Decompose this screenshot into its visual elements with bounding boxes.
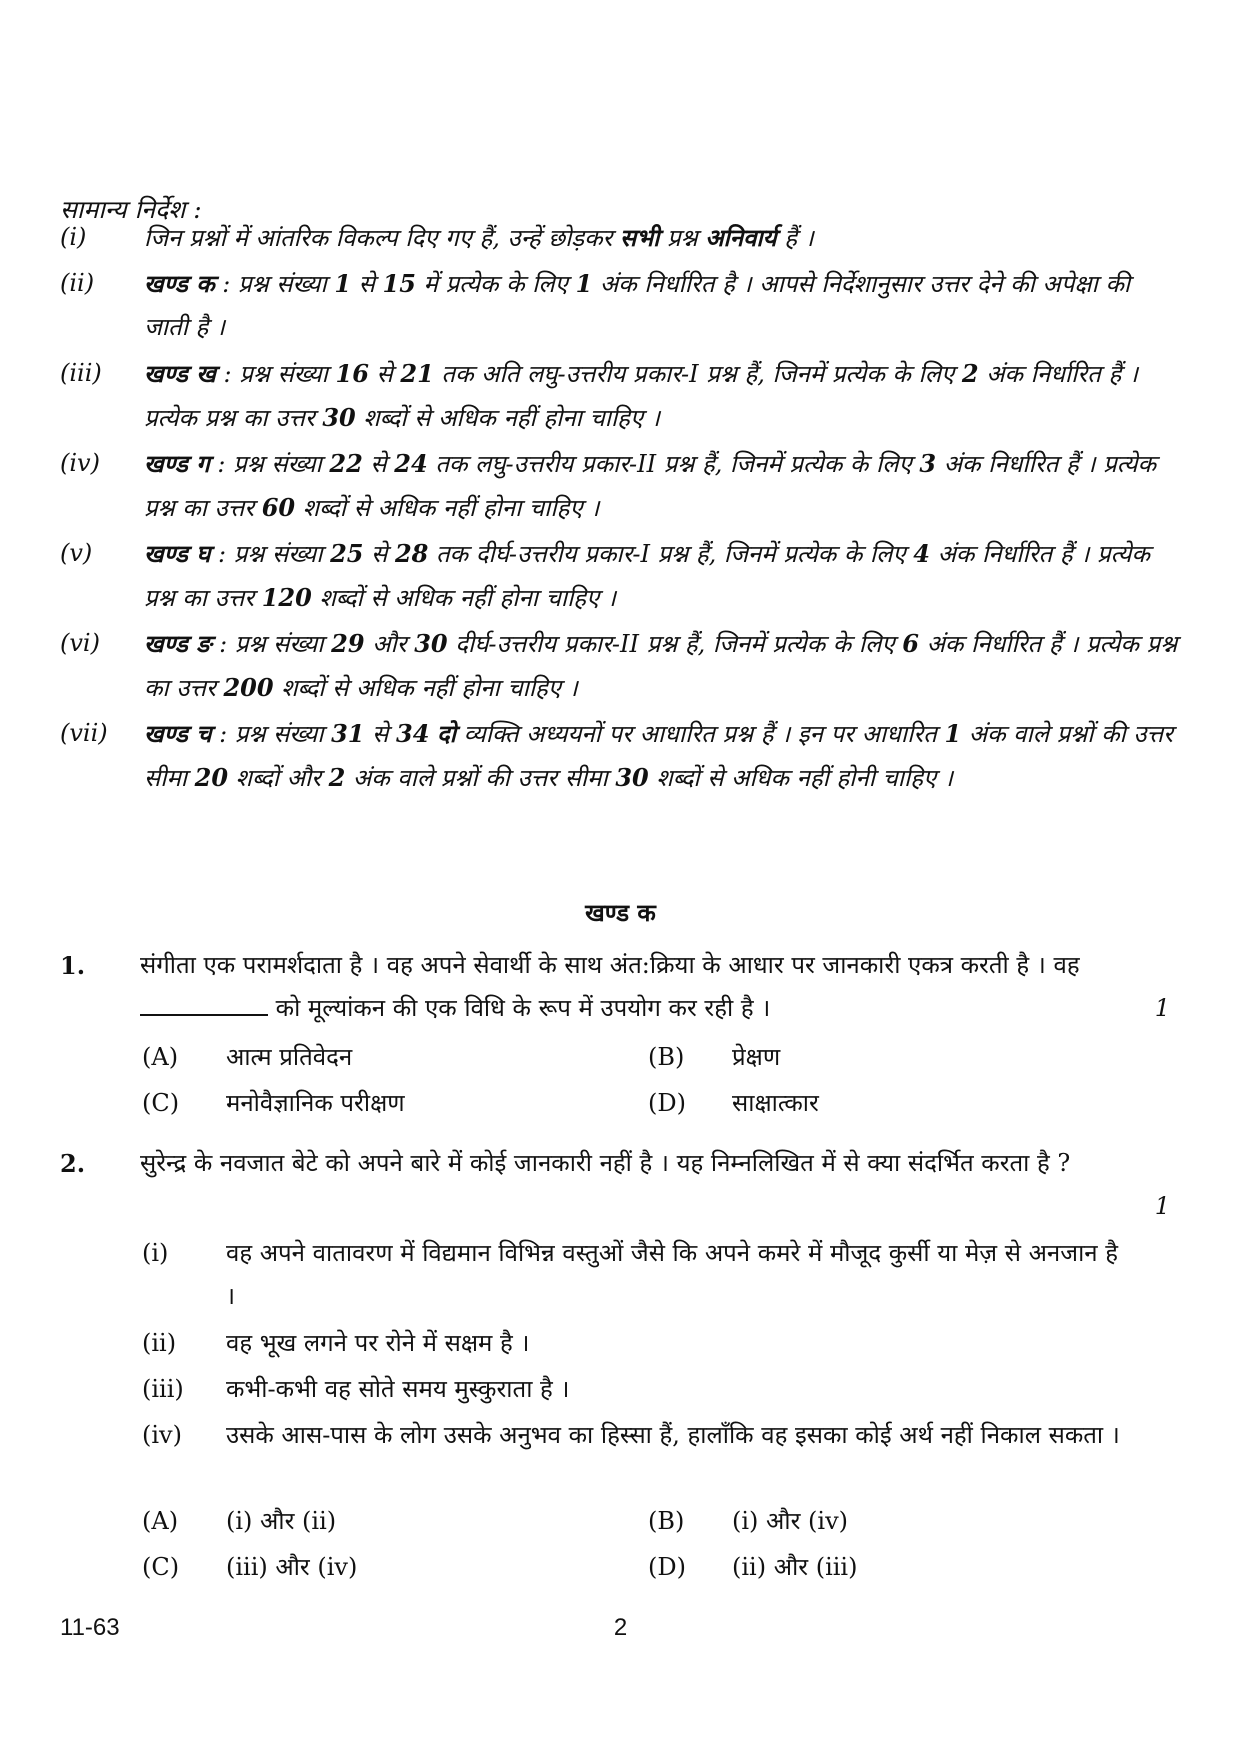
option-text: साक्षात्कार — [732, 1089, 819, 1117]
option-text: प्रेक्षण — [732, 1043, 781, 1071]
option-label: (B) — [648, 1507, 685, 1535]
answer-blank — [140, 988, 268, 1016]
option-c[interactable] — [142, 1082, 405, 1125]
question-marks: 1 — [1154, 994, 1170, 1022]
instruction-text: जिन प्रश्नों में आंतरिक विकल्प दिए गए हैं, उन्हें छोड़कर सभी प्रश्न अनिवार्य हैं । — [144, 223, 814, 252]
instruction-item — [60, 712, 1180, 800]
option-d[interactable] — [648, 1546, 857, 1589]
option-label: (C) — [142, 1089, 180, 1117]
statement — [142, 1414, 1122, 1457]
statement — [142, 1232, 1122, 1318]
instruction-item — [60, 622, 1180, 710]
page-number: 2 — [613, 1614, 628, 1641]
option-c[interactable] — [142, 1546, 357, 1589]
instruction-item — [60, 352, 1180, 440]
statement-text: वह भूख लगने पर रोने में सक्षम है । — [226, 1329, 530, 1357]
option-a[interactable] — [142, 1036, 352, 1079]
option-b[interactable] — [648, 1036, 780, 1079]
option-text: मनोवैज्ञानिक परीक्षण — [226, 1089, 405, 1117]
instruction-item — [60, 442, 1180, 530]
question-number: 1. — [60, 951, 86, 980]
option-d[interactable] — [648, 1082, 819, 1125]
option-a[interactable] — [142, 1500, 336, 1543]
question-text: सुरेन्द्र के नवजात बेटे को अपने बारे में कोई जानकारी नहीं है । यह निम्नलिखित में से क्या संदर्भित करता है ? — [140, 1149, 1071, 1177]
instruction-text: खण्ड ङ : प्रश्न संख्या 29 और 30 दीर्घ-उत्तरीय प्रकार-II प्रश्न हैं, जिनमें प्रत्येक के लिए 6 अंक निर्धारित हैं । प्रत्येक प्रश्न का उत्तर 200 शब्दों से अधिक नहीं होना चाहिए । — [144, 629, 1178, 702]
statement-label: (i) — [142, 1239, 169, 1267]
paper-code: 11-63 — [60, 1614, 120, 1641]
statement-label: (iii) — [142, 1375, 184, 1403]
option-text: आत्म प्रतिवेदन — [226, 1043, 353, 1071]
question-text-part2: को मूल्यांकन की एक विधि के रूप में उपयोग कर रही है । — [275, 994, 771, 1022]
question-text-part1: संगीता एक परामर्शदाता है । वह अपने सेवार्थी के साथ अंत:क्रिया के आधार पर जानकारी एकत्र करती है । वह — [140, 951, 1080, 979]
instruction-number: (vi) — [60, 629, 100, 657]
question-1 — [60, 944, 1180, 1030]
instruction-item — [60, 532, 1180, 620]
option-label: (A) — [142, 1507, 179, 1535]
instruction-text: खण्ड ख : प्रश्न संख्या 16 से 21 तक अति लघु-उत्तरीय प्रकार-I प्रश्न हैं, जिनमें प्रत्येक के लिए 2 अंक निर्धारित हैं । प्रत्येक प्रश्न का उत्तर 30 शब्दों से अधिक नहीं होना चाहिए । — [144, 359, 1138, 432]
instruction-text: खण्ड ग : प्रश्न संख्या 22 से 24 तक लघु-उत्तरीय प्रकार-II प्रश्न हैं, जिनमें प्रत्येक के लिए 3 अंक निर्धारित हैं । प्रत्येक प्रश्न का उत्तर 60 शब्दों से अधिक नहीं होना चाहिए । — [144, 449, 1157, 522]
statement — [142, 1368, 1122, 1411]
instruction-text: खण्ड क : प्रश्न संख्या 1 से 15 में प्रत्येक के लिए 1 अंक निर्धारित है । आपसे निर्देशानुसार उत्तर देने की अपेक्षा की जाती है । — [144, 269, 1131, 341]
question-2 — [60, 1142, 1180, 1220]
question-number: 2. — [60, 1149, 86, 1178]
instruction-number: (iii) — [60, 359, 102, 387]
question-text — [140, 944, 1120, 1030]
instruction-text: खण्ड घ : प्रश्न संख्या 25 से 28 तक दीर्घ-उत्तरीय प्रकार-I प्रश्न हैं, जिनमें प्रत्येक के लिए 4 अंक निर्धारित हैं । प्रत्येक प्रश्न का उत्तर 120 शब्दों से अधिक नहीं होना चाहिए । — [144, 539, 1150, 612]
option-b[interactable] — [648, 1500, 848, 1543]
option-label: (D) — [648, 1553, 686, 1581]
statement-text: कभी-कभी वह सोते समय मुस्कुराता है । — [226, 1375, 570, 1403]
question-marks: 1 — [1154, 1192, 1170, 1220]
option-text: (i) और (ii) — [226, 1507, 337, 1535]
option-label: (C) — [142, 1553, 180, 1581]
instruction-number: (vii) — [60, 719, 108, 747]
instruction-text: खण्ड च : प्रश्न संख्या 31 से 34 दो व्यक्ति अध्ययनों पर आधारित प्रश्न हैं । इन पर आधारित 1 अंक वाले प्रश्नों की उत्तर सीमा 20 शब्दों और 2 अंक वाले प्रश्नों की उत्तर सीमा 30 शब्दों से अधिक नहीं होनी चाहिए । — [144, 719, 1173, 792]
option-text: (iii) और (iv) — [226, 1553, 358, 1581]
option-label: (D) — [648, 1089, 686, 1117]
option-label: (B) — [648, 1043, 685, 1071]
instruction-item — [60, 262, 1180, 349]
instruction-item — [60, 216, 1180, 260]
statement-text: वह अपने वातावरण में विद्यमान विभिन्न वस्तुओं जैसे कि अपने कमरे में मौजूद कुर्सी या मेज़ से अनजान है । — [226, 1239, 1118, 1310]
statement-label: (iv) — [142, 1421, 182, 1449]
instructions-title: सामान्य निर्देश : — [60, 195, 202, 224]
statement-text: उसके आस-पास के लोग उसके अनुभव का हिस्सा हैं, हालाँकि वह इसका कोई अर्थ नहीं निकाल सकता । — [226, 1421, 1120, 1449]
statement-label: (ii) — [142, 1329, 177, 1357]
instruction-number: (v) — [60, 539, 93, 567]
instruction-number: (ii) — [60, 269, 95, 297]
option-text: (ii) और (iii) — [732, 1553, 858, 1581]
instruction-number: (iv) — [60, 449, 100, 477]
statement — [142, 1322, 1122, 1365]
instruction-number: (i) — [60, 223, 87, 251]
section-heading: खण्ड क — [585, 898, 656, 927]
option-label: (A) — [142, 1043, 179, 1071]
option-text: (i) और (iv) — [732, 1507, 848, 1535]
